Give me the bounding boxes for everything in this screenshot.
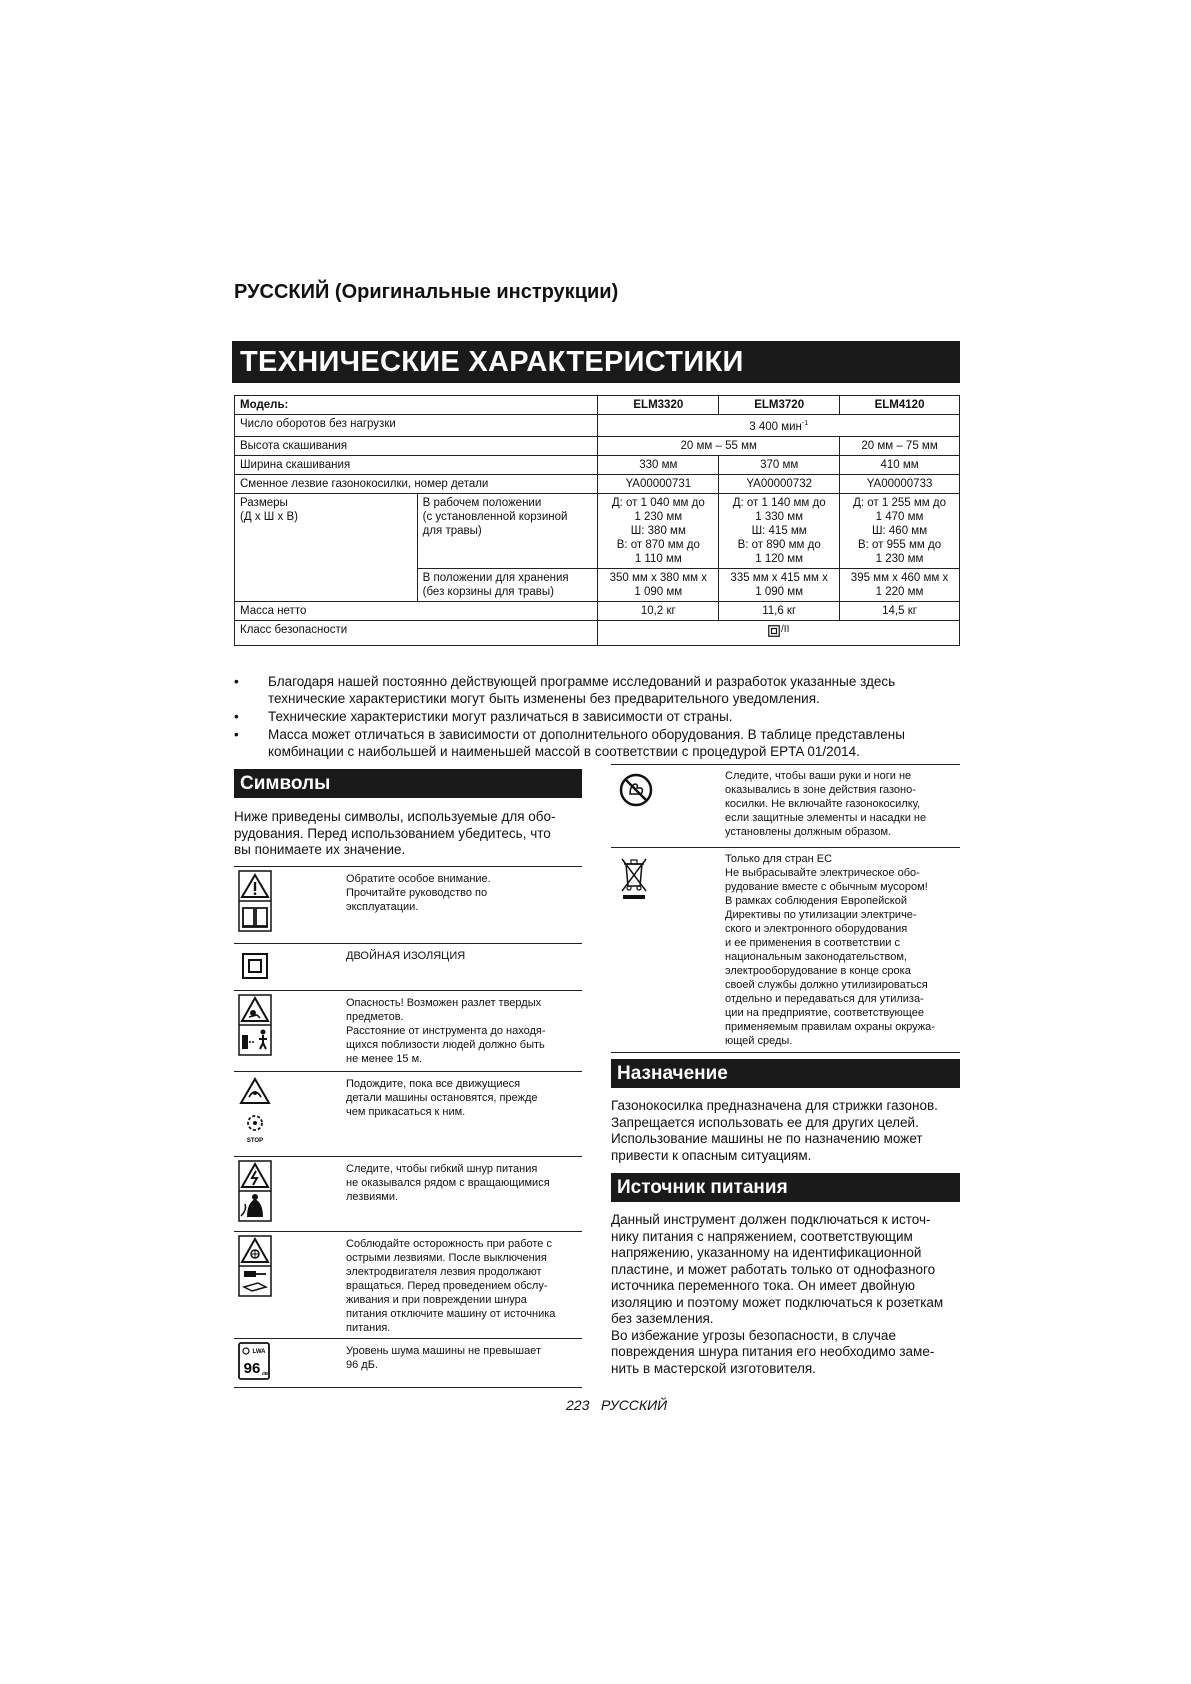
spec-table	[234, 395, 960, 646]
weee-bin-icon	[619, 856, 649, 900]
page-number: 223	[566, 1397, 590, 1413]
table-row	[234, 1232, 582, 1339]
note-item: • Благодаря нашей постоянно действующей программе исследований и разработок указанные здесь технические характеристики могут быть изменены без предварительного уведомления.	[234, 674, 896, 706]
dims-label: Размеры (Д x Ш x В)	[235, 493, 418, 601]
width-value: 410 мм	[840, 455, 960, 474]
symbol-description: Только для стран ЕС Не выбрасывайте электрическое обо- рудование вместе с обычным мусором! В рамках соблюдения Европейской Директивы по утилизации электриче- ского и электронного оборудования и ее применения в соответствии с национальным законодательством, электрооборудование в конце срока своей службы должно утилизироваться отдельно и передаваться для утилиза- ции на предприятие, соответствующее применяемым правилам охраны окружа- ющей среды.	[725, 848, 960, 1053]
language-title: РУССКИЙ (Оригинальные инструкции)	[234, 281, 619, 303]
store-position-label: В положении для хранения (без корзины для травы)	[417, 568, 598, 601]
double-insulation-icon	[242, 953, 268, 979]
noise-unit: dB	[262, 1371, 268, 1376]
table-row	[234, 1157, 582, 1232]
rpm-label: Число оборотов без нагрузки	[235, 415, 598, 437]
note-item: • Масса может отличаться в зависимости от дополнительного оборудования. В таблице представлены комбинации с наибольшей и наименьшей массой в соответствии с процедурой EPTA 01/2014.	[234, 727, 905, 759]
cord-away-from-blades-icon	[238, 1160, 272, 1222]
rpm-value: 3 400 мин$^{-1}$	[598, 415, 960, 437]
symbol-description: Подождите, пока все движущиеся детали машины остановятся, прежде чем прикасаться к ним.	[346, 1072, 582, 1157]
width-value: 370 мм	[719, 455, 840, 474]
table-row	[611, 848, 960, 1053]
symbols-intro: Ниже приведены символы, используемые для обо- рудования. Перед использованием убедитесь, что вы понимаете их значение.	[234, 809, 556, 857]
model-name: ELM3320	[598, 396, 719, 415]
symbol-description: Соблюдайте осторожность при работе с острыми лезвиями. После выключения электродвигателя лезвия продолжают вращаться. Перед проведением обслу- живания и при повреждении шнура питания отключите машину от источника питания.	[346, 1232, 582, 1339]
mass-label: Масса нетто	[235, 601, 598, 620]
symbols-header: Символы	[234, 769, 582, 798]
table-row	[235, 436, 960, 455]
store-dims: 350 мм x 380 мм x 1 090 мм	[598, 568, 719, 601]
table-row	[235, 455, 960, 474]
height-label: Высота скашивания	[235, 436, 598, 455]
symbol-description: Следите, чтобы ваши руки и ноги не оказывались в зоне действия газоно- косилки. Не включайте газонокосилку, если защитные элементы и насадки не установлены должным образом.	[725, 765, 960, 848]
safety-value: /II	[598, 620, 960, 645]
blade-part: YA00000731	[598, 474, 719, 493]
table-row	[234, 1339, 582, 1388]
blade-part: YA00000732	[719, 474, 840, 493]
symbol-description: Уровень шума машины не превышает 96 дБ.	[346, 1339, 582, 1388]
symbols-table	[234, 866, 582, 1388]
blade-part: YA00000733	[840, 474, 960, 493]
table-row	[611, 765, 960, 848]
table-row	[235, 493, 960, 568]
height-value: 20 мм – 55 мм	[598, 436, 840, 455]
work-dims: Д: от 1 140 мм до 1 330 мм Ш: 415 мм В: от 890 мм до 1 120 мм	[719, 493, 840, 568]
power-header: Источник питания	[611, 1173, 960, 1202]
table-row	[234, 867, 582, 944]
model-name: ELM3720	[719, 396, 840, 415]
keep-hands-feet-away-icon	[619, 773, 653, 807]
model-label: Модель:	[235, 396, 598, 415]
height-value: 20 мм – 75 мм	[840, 436, 960, 455]
model-name: ELM4120	[840, 396, 960, 415]
noise-value: 96	[243, 1360, 261, 1377]
symbol-description: Опасность! Возможен разлет твердых предметов. Расстояние от инструмента до находя- щихся поблизости людей должно быть не менее 15 м.	[346, 991, 582, 1072]
purpose-header: Назначение	[611, 1059, 960, 1088]
sharp-blades-unplug-icon	[238, 1235, 272, 1297]
table-row	[235, 474, 960, 493]
store-dims: 395 мм x 460 мм x 1 220 мм	[840, 568, 960, 601]
purpose-text: Газонокосилка предназначена для стрижки газонов. Запрещается использовать ее для других целей. Использование машины не по назначению может привести к опасным ситуациям.	[611, 1098, 938, 1163]
symbols-table-continued	[611, 764, 960, 1053]
work-dims: Д: от 1 255 мм до 1 470 мм Ш: 460 мм В: от 955 мм до 1 230 мм	[840, 493, 960, 568]
table-row	[234, 1072, 582, 1157]
warning-read-manual-icon	[238, 870, 272, 932]
work-position-label: В рабочем положении (с установленной корзиной для травы)	[417, 493, 598, 568]
table-row	[234, 991, 582, 1072]
note-item: • Технические характеристики могут различаться в зависимости от страны.	[234, 709, 733, 724]
page-footer	[566, 1397, 667, 1413]
mass-value: 14,5 кг	[840, 601, 960, 620]
width-label: Ширина скашивания	[235, 455, 598, 474]
footer-language: РУССКИЙ	[601, 1397, 668, 1413]
power-text: Данный инструмент должен подключаться к источ- нику питания с напряжением, соответствующим напряжению, указанному на идентификационной пластине, и может работать только от однофазного источника переменного тока. Он имеет двойную изоляцию и поэтому может подключаться к розеткам без заземления. Во избежание угрозы безопасности, в случае повреждения шнура питания его необходимо заме- нить в мастерской изготовителя.	[611, 1212, 944, 1376]
width-value: 330 мм	[598, 455, 719, 474]
wait-until-stopped-icon	[238, 1075, 272, 1145]
table-row	[235, 601, 960, 620]
table-row	[234, 944, 582, 991]
flying-objects-distance-icon	[238, 994, 272, 1056]
double-insulation-icon	[768, 625, 780, 637]
work-dims: Д: от 1 040 мм до 1 230 мм Ш: 380 мм В: от 870 мм до 1 110 мм	[598, 493, 719, 568]
store-dims: 335 мм x 415 мм x 1 090 мм	[719, 568, 840, 601]
blade-label: Сменное лезвие газонокосилки, номер детали	[235, 474, 598, 493]
symbol-description: Обратите особое внимание. Прочитайте руководство по эксплуатации.	[346, 867, 582, 944]
spec-header: ТЕХНИЧЕСКИЕ ХАРАКТЕРИСТИКИ	[232, 341, 960, 383]
mass-value: 11,6 кг	[719, 601, 840, 620]
stop-label: STOP	[246, 1138, 264, 1144]
noise-lwa-label: LWA	[252, 1349, 266, 1355]
noise-level-icon	[238, 1342, 270, 1380]
table-row	[235, 620, 960, 645]
symbol-description: Следите, чтобы гибкий шнур питания не оказывался рядом с вращающимися лезвиями.	[346, 1157, 582, 1232]
safety-label: Класс безопасности	[235, 620, 598, 645]
symbol-description: ДВОЙНАЯ ИЗОЛЯЦИЯ	[346, 944, 582, 991]
mass-value: 10,2 кг	[598, 601, 719, 620]
spec-notes	[234, 673, 960, 761]
table-row	[235, 415, 960, 437]
table-row	[235, 396, 960, 415]
